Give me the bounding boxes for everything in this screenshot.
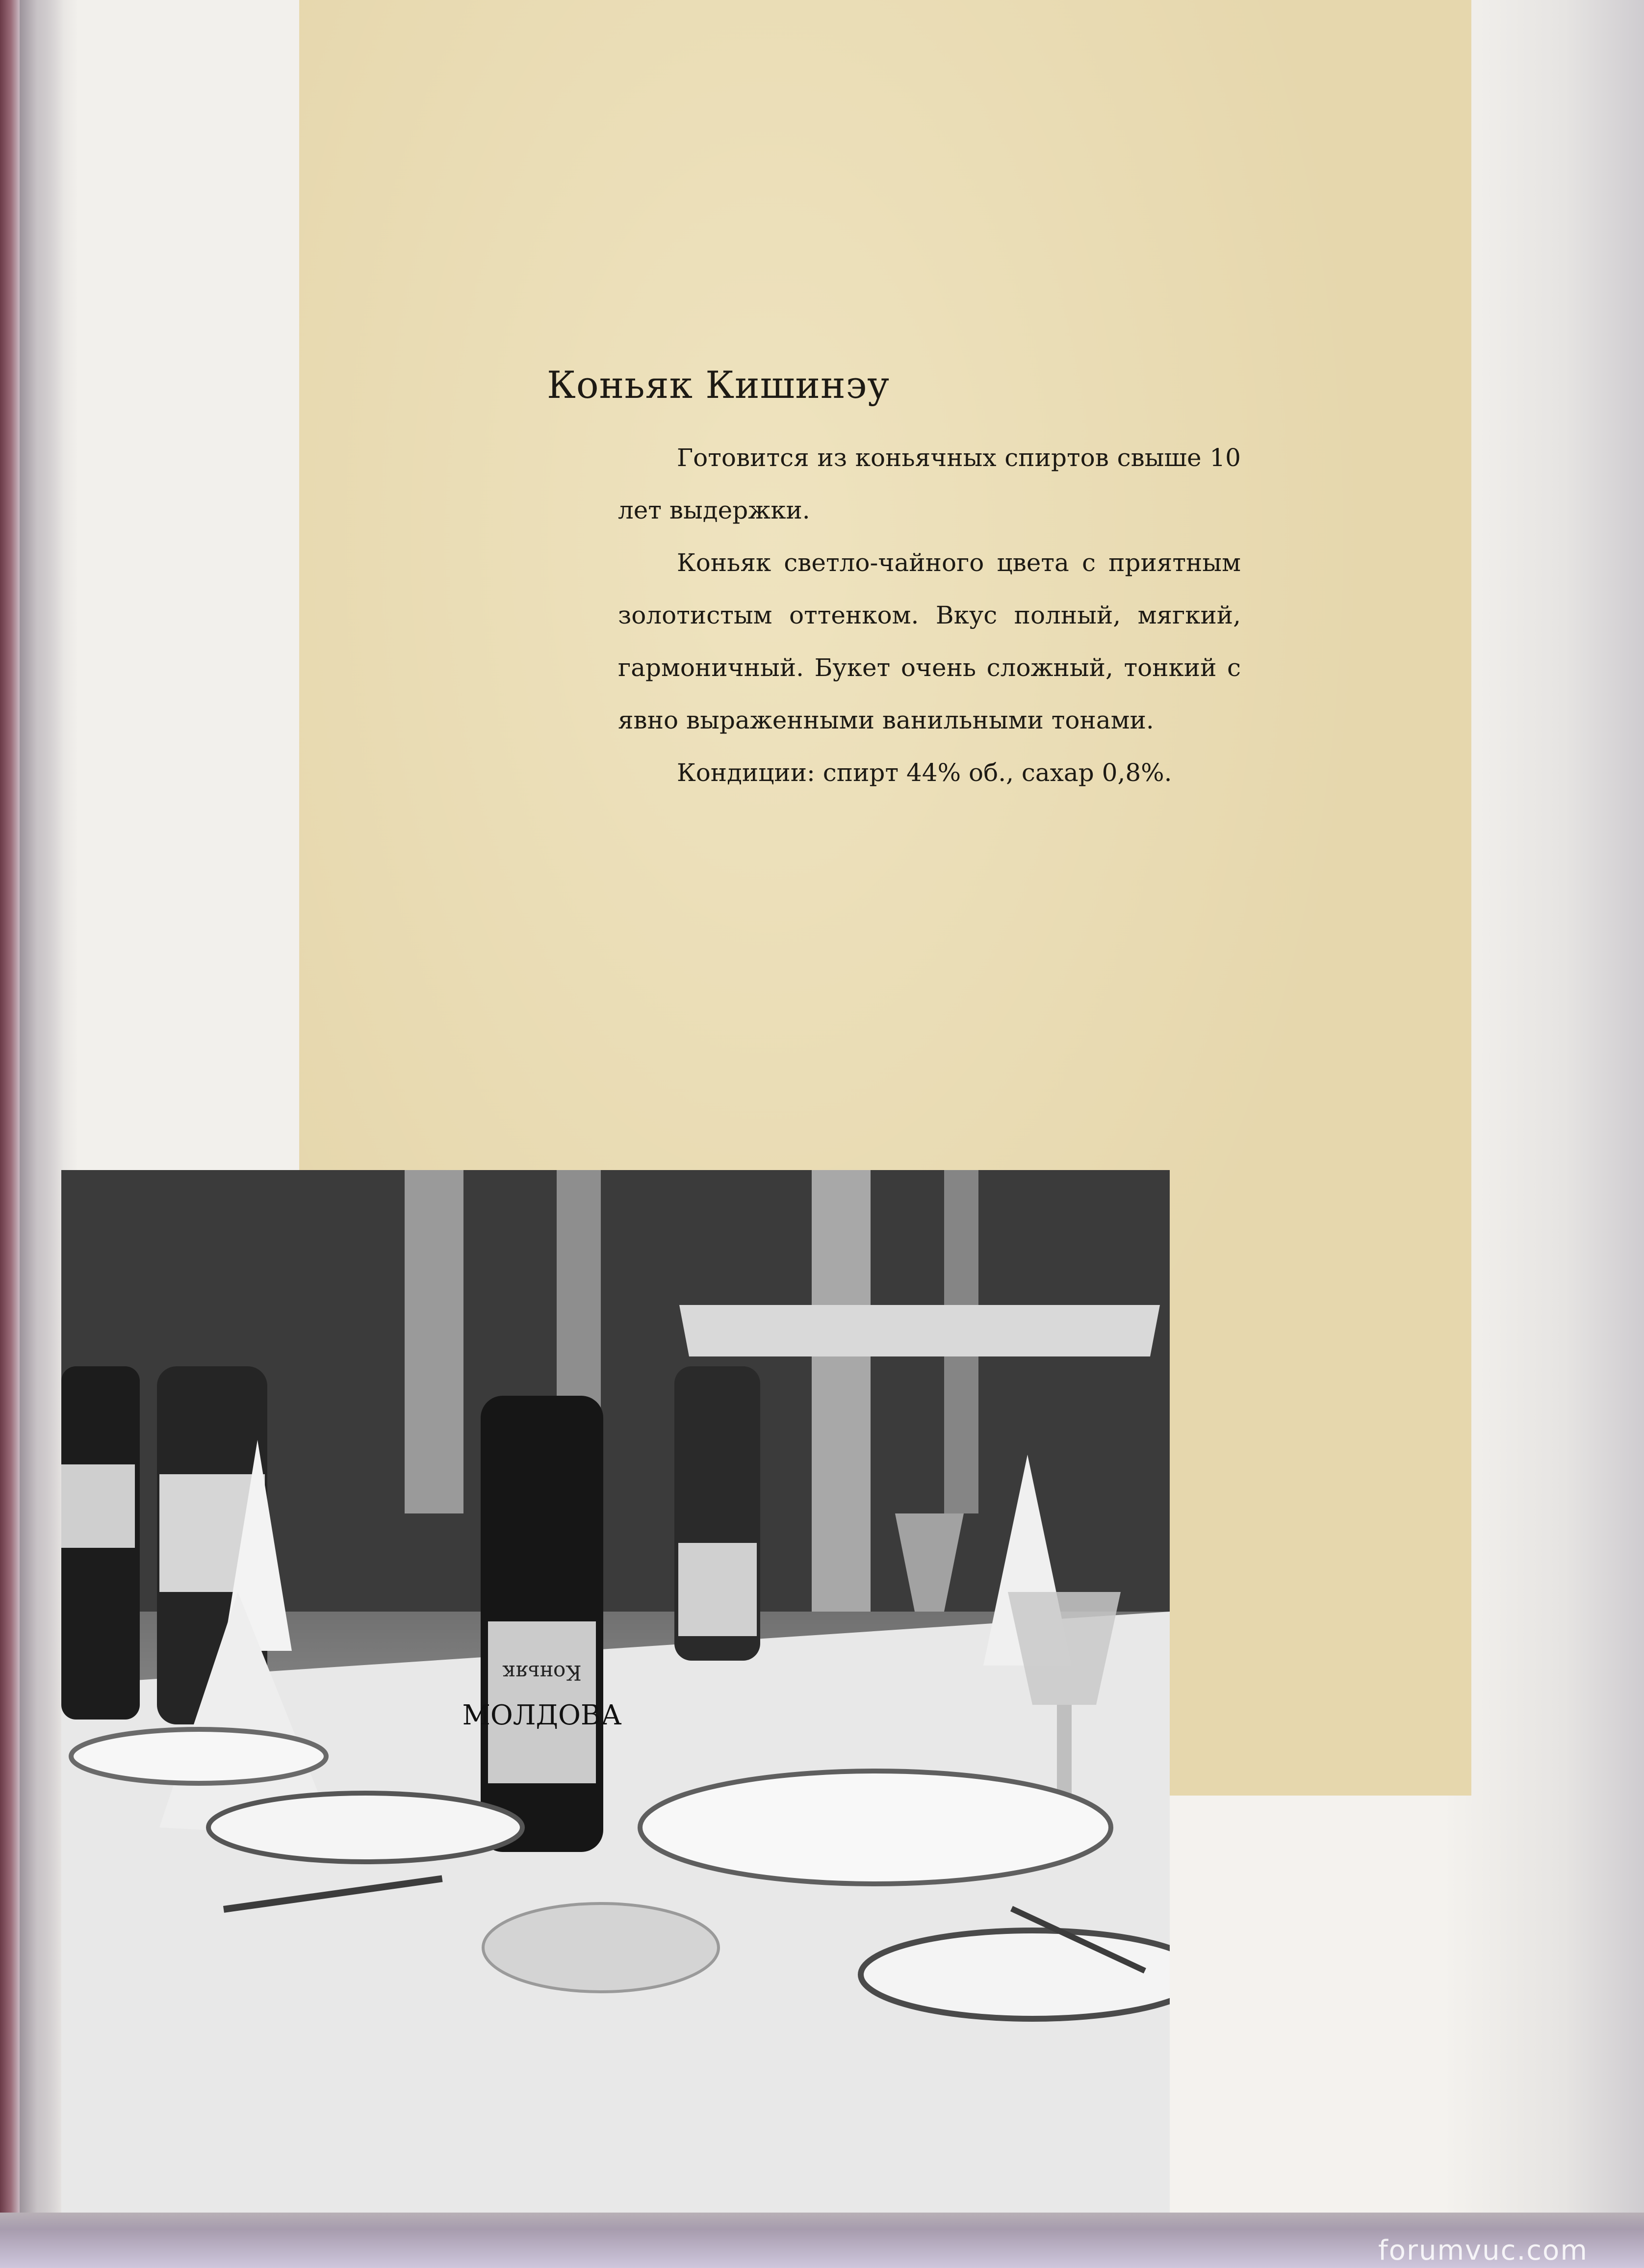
window-frame-3	[812, 1170, 871, 1612]
bottle-label-left-1	[61, 1464, 135, 1548]
glass-ashtray	[483, 1903, 719, 1992]
serving-dish	[640, 1771, 1111, 1884]
paragraph-2: Коньяк светло-чайного цвета с приятным золотистым оттенком. Вкус полный, мягкий, гармоничный. Букет очень сложный, тонкий с явно выраженными ванильными тонами.	[618, 548, 1241, 734]
window-frame-1	[405, 1170, 463, 1513]
scan-left-edge	[0, 0, 20, 2268]
plate-left	[71, 1729, 326, 1783]
page-title: Коньяк Кишинэу	[547, 363, 890, 407]
watermark: forumvuc.com	[1378, 2235, 1588, 2267]
text-block	[547, 358, 1243, 799]
page-gutter	[20, 0, 64, 2222]
plate-center-left	[208, 1793, 522, 1862]
bottle-label-text-2: МОЛДОВА	[462, 1699, 622, 1731]
bottle-label-center	[678, 1543, 757, 1636]
table-setting-photo	[61, 1170, 1170, 2213]
paragraph-3: Кондиции: спирт 44% об., сахар 0,8%.	[677, 758, 1172, 787]
plate-right	[861, 1930, 1170, 2019]
table-lamp	[679, 1305, 1160, 1356]
paragraph-1: Готовится из коньячных спиртов свыше 10 лет выдержки.	[618, 443, 1241, 524]
bottle-label-text-1: Коньяк	[502, 1661, 582, 1685]
photo-illustration	[61, 1170, 1170, 2213]
